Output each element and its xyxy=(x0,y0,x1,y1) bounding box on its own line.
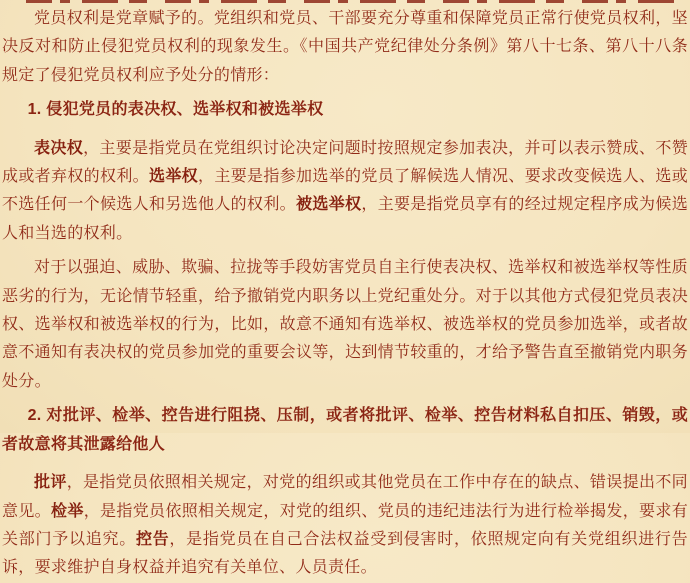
section1-punishment-paragraph: 对于以强迫、威胁、欺骗、拉拢等手段妨害党员自主行使表决权、选举权和被选举权等性质恶劣的行为，无论情节轻重，给予撤销党内职务以上党纪重处分。对于以其他方式侵犯党员表决权、选举权和被选举权的行为，比如，故意不通知有选举权、被选举权的党员参加选举，或者故意不通知有表决权的党员参加党的重要会议等，达到情节较重的，才给予警告直至撤销党内职务处分。 xyxy=(2,259,688,390)
clipped-text-row xyxy=(26,0,682,3)
desc-voting-right: ，主要是指党员在党组织讨论决定问题时按照规定参加表决，并可以表示赞成、不赞成或者弃权的权利。 xyxy=(2,139,688,186)
term-criticism: 批评 xyxy=(34,474,67,492)
term-report: 检举 xyxy=(51,502,84,520)
desc-accusation: ，是指党员在自己合法权益受到侵害时，依照规定向有关党组织进行告诉，要求维护自身权益并追究有关单位、人员责任。 xyxy=(2,530,688,577)
section2-heading: 2. 对批评、检举、控告进行阻挠、压制，或者将批评、检举、控告材料私自扣压、销毁，或者故意将其泄露给他人 xyxy=(2,407,688,453)
section1-heading: 1. 侵犯党员的表决权、选举权和被选举权 xyxy=(27,101,324,119)
section1-definitions-paragraph xyxy=(2,135,688,249)
section2-definitions-paragraph xyxy=(2,469,688,583)
desc-criticism: ，是指党员依照相关规定，对党的组织或其他党员在工作中存在的缺点、错误提出不同意见。 xyxy=(2,474,688,520)
desc-election-right: ，主要是指参加选举的党员了解候选人情况、要求改变候选人、选或不选任何一个候选人和另选他人的权利。 xyxy=(2,168,689,214)
intro-paragraph: 党员权利是党章赋予的。党组织和党员、干部要充分尊重和保障党员正常行使党员权利，坚决反对和防止侵犯党员权利的现象发生。《中国共产党纪律处分条例》第八十七条、第八十八条规定了侵犯党员权利应予处分的情形： xyxy=(2,10,688,84)
desc-elected-right: ，主要是指党员享有的经过规定程序成为候选人和当选的权利。 xyxy=(2,196,688,242)
term-election-right: 选举权 xyxy=(149,168,199,186)
desc-report: ，是指党员依照相关规定，对党的组织、党员的违纪违法行为进行检举揭发，要求有关部门予以追究。 xyxy=(2,502,688,548)
term-accusation: 控告 xyxy=(135,530,170,548)
term-voting-right: 表决权 xyxy=(34,139,84,157)
term-elected-right: 被选举权 xyxy=(296,196,362,214)
